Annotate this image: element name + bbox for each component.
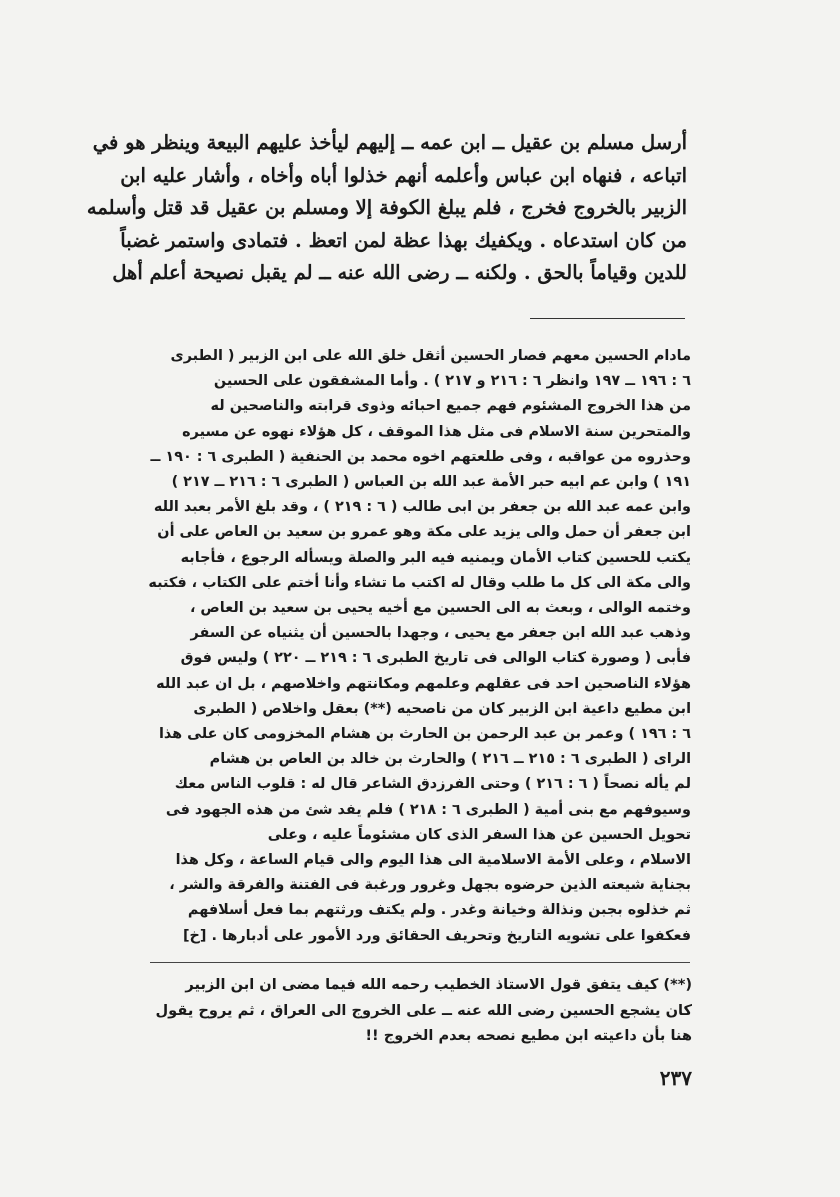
footnote-line: ابن جعفر أن حمل والى يزيد على مكة وهو عمرو بن سعيد بن العاص على أن: [157, 524, 691, 541]
footnote-line: من هذا الخروج المشئوم فهم جميع احبائه وذوى قرابته والناصحين له: [210, 398, 691, 415]
main-body-text: [86, 127, 687, 290]
footnote-text: [145, 344, 691, 949]
footnote-line: مادام الحسين معهم فصار الحسين أثقل خلق الله على ابن الزبير ( الطبرى: [170, 348, 691, 364]
footnote-line: يكتب للحسين كتاب الأمان ويمنيه فيه البر والصلة ويسأله الرجوع ، فأجابه: [180, 549, 691, 566]
body-line: اتباعه ، فنهاه ابن عباس وأعلمه أنهم خذلوا أباه وأخاه ، وأشار عليه ابن: [120, 163, 687, 187]
body-line: الزبير بالخروج فخرج ، فلم يبلغ الكوفة إلا ومسلم بن عقيل قد قتل وأسلمه: [86, 196, 687, 219]
footnote-line: وذهب عبد الله ابن جعفر مع يحيى ، وجهدا بالحسين أن يثنياه عن السفر: [190, 625, 691, 642]
footnote-line: الاسلام ، وعلى الأمة الاسلامية الى هذا اليوم والى قيام الساعة ، وكل هذا: [175, 852, 691, 869]
body-line: من كان استدعاه . ويكفيك بهذا عظة لمن اتعظ . فتمادى واستمر غضباً: [120, 228, 687, 252]
footnote-line: ابن مطيع داعية ابن الزبير كان من ناصحيه (**) بعقل واخلاص ( الطبرى: [193, 700, 691, 717]
editor-note-line: هنا بأن داعيته ابن مطيع نصحه بعدم الخروج !!: [365, 1027, 692, 1044]
footnote-line: ثم خذلوه بجبن ونذالة وخيانة وغدر . ولم يكتف ورثتهم بما فعل أسلافهم: [187, 902, 691, 919]
body-line: للدين وقياماً بالحق . ولكنه ــ رضى الله عنه ــ لم يقبل نصيحة أعلم أهل: [112, 261, 687, 284]
editor-note-line: (**) كيف يتفق قول الاستاذ الخطيب رحمه الله فيما مضى ان ابن الزبير: [185, 976, 692, 993]
footnote-line: والمتحرين سنة الاسلام فى مثل هذا الموقف ، كل هؤلاء نهوه عن مسيره: [182, 423, 691, 440]
footnote-line: بجناية شيعته الذين حرضوه بجهل وغرور ورغبة فى الفتنة والفرقة والشر ،: [169, 877, 691, 894]
footnote-line: وحذروه من عواقبه ، وفى طلعتهم اخوه محمد بن الحنفية ( الطبرى ٦ : ١٩٠ ــ: [150, 448, 691, 465]
footnote-line: وابن عمه عبد الله بن جعفر بن ابى طالب ( ٦ : ٢١٩ ) ، وقد بلغ الأمر بعبد الله: [153, 499, 691, 516]
page-number: ٢٣٧: [659, 1066, 692, 1090]
footnote-line: الراى ( الطبرى ٦ : ٢١٥ ــ ٢١٦ ) والحارث بن خالد بن العاص بن هشام: [209, 751, 691, 768]
body-line: أرسل مسلم بن عقيل ــ ابن عمه ــ إليهم ليأخذ عليهم البيعة وينظر هو في: [92, 131, 687, 154]
editor-note: [150, 972, 692, 1049]
footnote-line: لم يأله نصحاً ( ٦ : ٢١٦ ) وحتى الفرزدق الشاعر قال له : قلوب الناس معك: [174, 776, 691, 793]
footnote-line: هؤلاء الناصحين احد فى عقلهم وعلمهم ومكانتهم واخلاصهم ، بل ان عبد الله: [156, 675, 691, 692]
note-separator: [150, 962, 690, 963]
footnote-line: والى مكة الى كل ما طلب وقال له اكتب ما تشاء وأنا أختم على الكتاب ، فكتبه: [148, 574, 691, 591]
editor-note-line: كان يشجع الحسين رضى الله عنه ــ على الخروج الى العراق ، ثم يروح يقول: [155, 1001, 692, 1019]
footnote-line: ١٩١ ) وابن عم ابيه حبر الأمة عبد الله بن العباس ( الطبرى ٦ : ٢١٦ ــ ٢١٧ ): [171, 474, 691, 491]
footnote-line: فعكفوا على تشويه التاريخ وتحريف الحقائق ورد الأمور على أدبارها . [خ]: [182, 927, 691, 944]
footnote-line: فأبى ( وصورة كتاب الوالى فى تاريخ الطبرى ٦ : ٢١٩ ــ ٢٢٠ ) وليس فوق: [180, 650, 691, 667]
footnote-separator: [530, 318, 685, 319]
footnote-line: وسيوفهم مع بنى أمية ( الطبرى ٦ : ٢١٨ ) فلم يفد شئ من هذه الجهود فى: [165, 801, 691, 818]
footnote-line: وختمه الوالى ، وبعث به الى الحسين مع أخيه يحيى بن سعيد بن العاص ،: [189, 600, 691, 617]
footnote-line: ٦ : ١٩٦ ــ ١٩٧ وانظر ٦ : ٢١٦ و ٢١٧ ) . وأما المشفقون على الحسين: [213, 373, 691, 390]
footnote-line: ٦ : ١٩٦ ) وعمر بن عبد الرحمن بن الحارث بن هشام المخزومى كان على هذا: [158, 726, 691, 743]
footnote-line: تحويل الحسين عن هذا السفر الذى كان مشئوماً عليه ، وعلى: [267, 826, 691, 843]
